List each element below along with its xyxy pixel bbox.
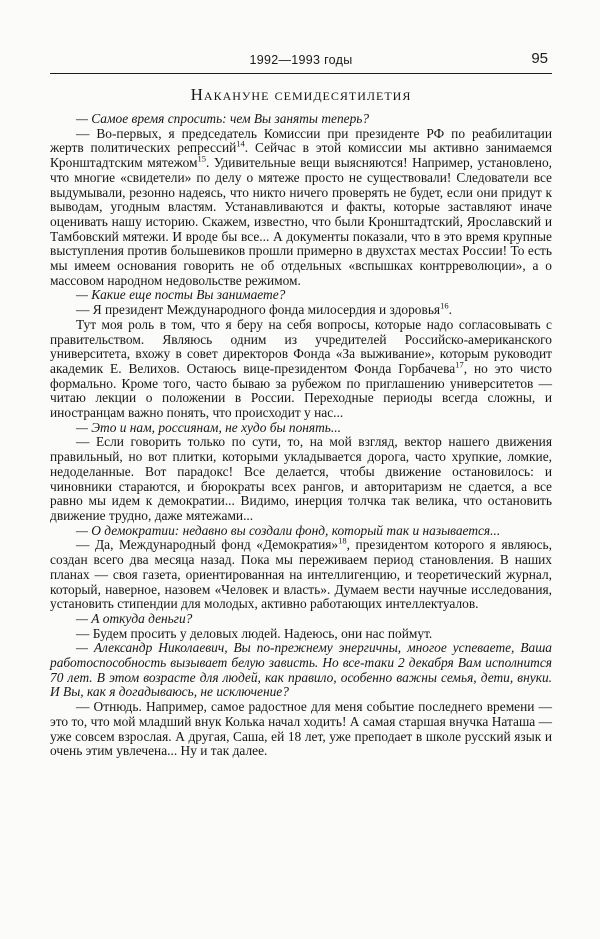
answer-paragraph: — Во-первых, я председатель Комиссии при президенте РФ по реабилитации жертв политических репрессий$^{14}$. Сейчас в этой комиссии мы активно занимаемся Кронштадтским мятежом$^{15}$. Удивительные вещи выясняются! Например, установлено, что многие «свидетели» по делу о мятеже просто не существовали! Следователи все выдумывали, резонно надеясь, что никто ничего проверять не будет, если они придут к выводам, угодным властям. Устанавливаются и факты, которые заставляют иначе оценивать нашу историю. Скажем, известно, что были Кронштадтский, Ярославский и Тамбовский мятежи. И вроде бы все... А документы показали, что в это время крупные выступления против большевиков прошли примерно в двухстах местах России! То есть мы имеем основания говорить не об отдельных «вспышках контрреволюции», а о массовом народном недовольстве режимом.	[50, 125, 552, 288]
question-paragraph: — О демократии: недавно вы создали фонд, который так и называется...	[76, 522, 501, 538]
answer-paragraph: — Да, Международный фонд «Демократия»$^{18}$, президентом которого я являюсь, создан всего два месяца назад. Пока мы переживаем период становления. В наших планах — своя газета, ориентированная на интеллигенцию, и теоретический журнал, который, наверное, назовем «Человек и власть». Думаем вести научные исследования, установить стипендии для молодых, активно работающих интеллектуалов.	[50, 535, 552, 612]
footnote-reference: 18	[338, 535, 347, 546]
question-paragraph: — Какие еще посты Вы занимаете?	[76, 287, 286, 303]
running-title: 1992—1993 годы	[249, 53, 353, 67]
answer-paragraph: — Я президент Международного фонда милосердия и здоровья$^{16}$.	[76, 300, 452, 318]
header-rule	[50, 73, 552, 74]
answer-paragraph: Тут моя роль в том, что я беру на себя вопросы, которые надо согласовывать с правительством. Являюсь одним из учредителей Российско-американского университета, вхожу в совет директоров Фонда «За выживание», которым руководит академик Е. Велихов. Остаюсь вице-президентом Фонда Горбачева$^{17}$, но это чисто формально. Кроме того, часто бываю за рубежом по приглашению университетов — читаю лекции о положении в России. Переходные периоды всегда сложны, и иностранцам важно понять, что происходит у нас...	[50, 316, 552, 421]
footnote-reference: 17	[455, 359, 464, 370]
question-paragraph: — Самое время спросить: чем Вы заняты теперь?	[76, 111, 370, 126]
answer-paragraph: — Будем просить у деловых людей. Надеюсь, они нас поймут.	[76, 625, 433, 641]
question-paragraph: — А откуда деньги?	[76, 610, 193, 626]
answer-paragraph: — Если говорить только по сути, то, на мой взгляд, вектор нашего движения правильный, но вот плитки, которыми укладывается дорога, часто хрупкие, ломкие, недоделанные. Вот парадокс! Все делается, чтобы движение остановилось: и чиновники стараются, и бюрократы всех рангов, и авторитаризм не сдается, а все равно мы идем к демократии... Видимо, инерция толчка так велика, что остановить движение трудно, даже мятежами...	[50, 434, 552, 523]
question-paragraph: — Александр Николаевич, Вы по-прежнему энергичны, многое успеваете, Ваша работоспособность вызывает белую зависть. Но все-таки 2 декабря Вам исполнится 70 лет. В этом возрасте для людей, как правило, особенно важны семья, дети, внуки. И Вы, как я догадываюсь, не исключение?	[50, 640, 552, 700]
question-paragraph: — Это и нам, россиянам, не худо бы понять...	[76, 419, 341, 435]
text-block	[50, 112, 552, 759]
page-number: 95	[531, 50, 548, 67]
section-title: Накануне семидесятилетия	[190, 85, 412, 104]
footnote-reference: 15	[197, 153, 206, 164]
footnote-reference: 14	[236, 138, 245, 149]
running-header	[50, 50, 552, 69]
footnote-reference: 16	[440, 300, 449, 311]
answer-paragraph: — Отнюдь. Например, самое радостное для меня событие последнего времени — это то, что мой младший внук Колька начал ходить! А самая старшая внучка Наташа — уже совсем взрослая. А другая, Саша, ей 18 лет, уже преподает в школе русский язык и очень этим увлечена... Ну и так далее.	[50, 699, 552, 759]
